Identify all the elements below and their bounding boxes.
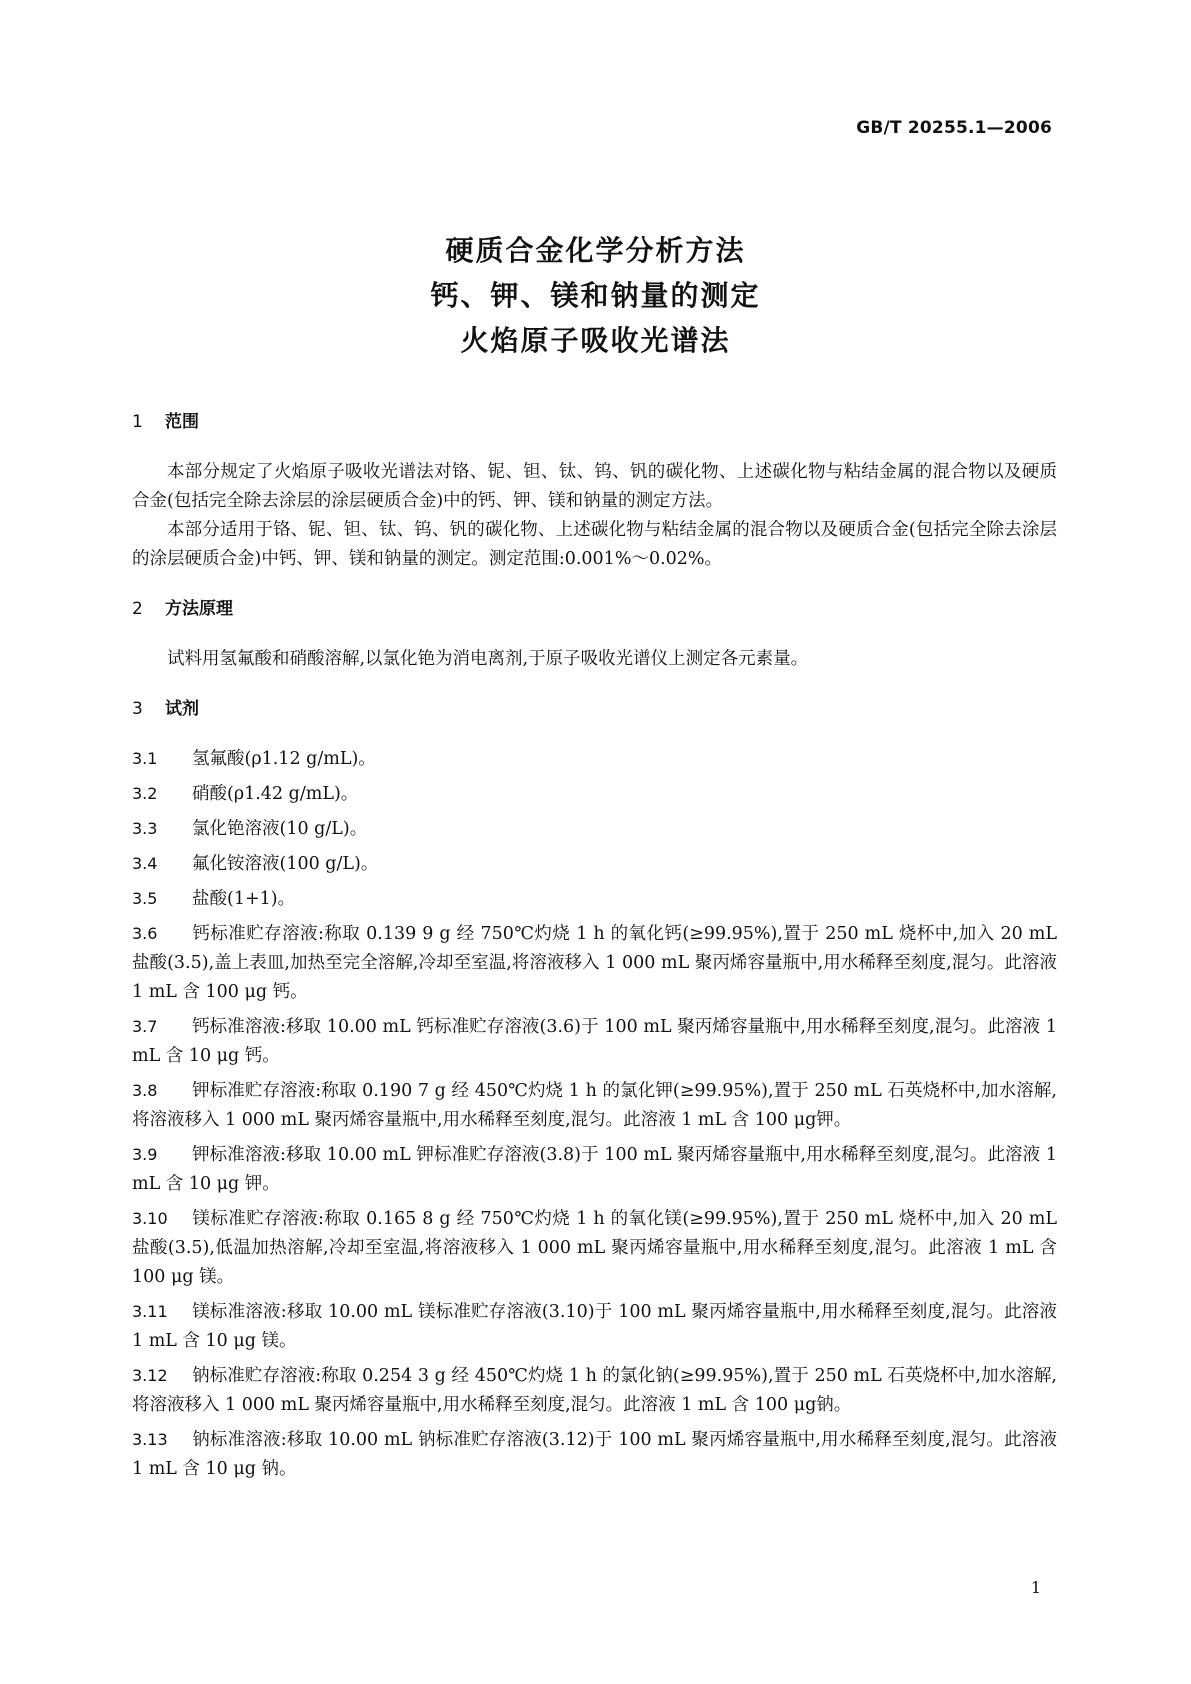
reagent-item (132, 884, 1057, 914)
reagent-item (132, 1204, 1057, 1292)
item-number: 3.1 (132, 749, 158, 768)
item-number: 3.10 (132, 1209, 168, 1228)
paragraph: 本部分适用于铬、铌、钽、钛、钨、钒的碳化物、上述碳化物与粘结金属的混合物以及硬质合金(包括完全除去涂层的涂层硬质合金)中钙、钾、镁和钠量的测定。测定范围:0.001%～0.02%。 (132, 520, 1057, 569)
section-number: 3 (132, 699, 143, 719)
section-principle (132, 595, 1057, 674)
title-line: 钙、钾、镁和钠量的测定 (430, 279, 761, 312)
item-text: 盐酸(1+1)。 (192, 889, 296, 909)
paragraph: 试料用氢氟酸和硝酸溶解,以氯化铯为消电离剂,于原子吸收光谱仪上测定各元素量。 (167, 649, 809, 669)
item-number: 3.7 (132, 1017, 158, 1036)
item-text: 氯化铯溶液(10 g/L)。 (192, 819, 368, 839)
reagent-item (132, 919, 1057, 1007)
item-number: 3.3 (132, 819, 158, 838)
section-scope (132, 408, 1057, 574)
item-text: 钾标准贮存溶液:称取 0.190 7 g 经 450℃灼烧 1 h 的氯化钾(≥99.95%),置于 250 mL 石英烧杯中,加水溶解,将溶液移入 1 000 mL 聚丙烯容量瓶中,用水稀释至刻度,混匀。此溶液 1 mL 含 100 μg钾。 (132, 1081, 1057, 1130)
section-number: 1 (132, 412, 143, 432)
item-text: 钠标准溶液:移取 10.00 mL 钠标准贮存溶液(3.12)于 100 mL 聚丙烯容量瓶中,用水稀释至刻度,混匀。此溶液 1 mL 含 10 μg 钠。 (132, 1430, 1057, 1479)
page-number: 1 (1030, 1578, 1041, 1597)
document-body (132, 408, 1057, 1489)
item-number: 3.6 (132, 924, 158, 943)
document-title (0, 228, 1191, 363)
item-number: 3.8 (132, 1081, 158, 1100)
item-text: 镁标准溶液:移取 10.00 mL 镁标准贮存溶液(3.10)于 100 mL 聚丙烯容量瓶中,用水稀释至刻度,混匀。此溶液 1 mL 含 10 μg 镁。 (132, 1302, 1057, 1351)
title-line: 火焰原子吸收光谱法 (460, 324, 731, 357)
section-reagents (132, 695, 1057, 1484)
title-line: 硬质合金化学分析方法 (445, 234, 746, 267)
item-number: 3.4 (132, 854, 158, 873)
item-text: 钠标准贮存溶液:称取 0.254 3 g 经 450℃灼烧 1 h 的氯化钠(≥99.95%),置于 250 mL 石英烧杯中,加水溶解,将溶液移入 1 000 mL 聚丙烯容量瓶中,用水稀释至刻度,混匀。此溶液 1 mL 含 100 μg钠。 (132, 1366, 1057, 1415)
reagent-item (132, 814, 1057, 844)
section-heading (132, 695, 1057, 724)
item-number: 3.12 (132, 1366, 168, 1385)
reagent-item (132, 1140, 1057, 1199)
item-number: 3.13 (132, 1430, 168, 1449)
reagent-item (132, 1076, 1057, 1135)
item-number: 3.5 (132, 889, 158, 908)
item-text: 钾标准溶液:移取 10.00 mL 钾标准贮存溶液(3.8)于 100 mL 聚丙烯容量瓶中,用水稀释至刻度,混匀。此溶液 1 mL 含 10 μg 钾。 (132, 1145, 1057, 1194)
reagent-item (132, 779, 1057, 809)
reagent-item (132, 1425, 1057, 1484)
item-number: 3.11 (132, 1302, 168, 1321)
reagent-item (132, 1361, 1057, 1420)
item-text: 钙标准贮存溶液:称取 0.139 9 g 经 750℃灼烧 1 h 的氧化钙(≥99.95%),置于 250 mL 烧杯中,加入 20 mL 盐酸(3.5),盖上表皿,加热至完全溶解,冷却至室温,将溶液移入 1 000 mL 聚丙烯容量瓶中,用水稀释至刻度,混匀。此溶液 1 mL 含 100 μg 钙。 (132, 924, 1057, 1002)
item-text: 硝酸(ρ1.42 g/mL)。 (192, 784, 359, 804)
section-title: 方法原理 (165, 599, 233, 619)
section-heading (132, 595, 1057, 624)
section-heading (132, 408, 1057, 437)
item-text: 镁标准贮存溶液:称取 0.165 8 g 经 750℃灼烧 1 h 的氧化镁(≥99.95%),置于 250 mL 烧杯中,加入 20 mL 盐酸(3.5),低温加热溶解,冷却至室温,将溶液移入 1 000 mL 聚丙烯容量瓶中,用水稀释至刻度,混匀。此溶液 1 mL 含 100 μg 镁。 (132, 1209, 1057, 1287)
reagent-item (132, 1012, 1057, 1071)
item-text: 氢氟酸(ρ1.12 g/mL)。 (192, 749, 376, 769)
section-title: 试剂 (165, 699, 199, 719)
reagent-item (132, 849, 1057, 879)
reagent-item (132, 744, 1057, 774)
section-title: 范围 (165, 412, 199, 432)
section-number: 2 (132, 599, 143, 619)
reagent-item (132, 1297, 1057, 1356)
item-text: 钙标准溶液:移取 10.00 mL 钙标准贮存溶液(3.6)于 100 mL 聚丙烯容量瓶中,用水稀释至刻度,混匀。此溶液 1 mL 含 10 μg 钙。 (132, 1017, 1057, 1066)
item-number: 3.2 (132, 784, 158, 803)
paragraph: 本部分规定了火焰原子吸收光谱法对铬、铌、钽、钛、钨、钒的碳化物、上述碳化物与粘结金属的混合物以及硬质合金(包括完全除去涂层的涂层硬质合金)中的钙、钾、镁和钠量的测定方法。 (132, 462, 1057, 511)
item-number: 3.9 (132, 1145, 158, 1164)
item-text: 氟化铵溶液(100 g/L)。 (192, 854, 379, 874)
standard-number: GB/T 20255.1—2006 (856, 118, 1052, 138)
